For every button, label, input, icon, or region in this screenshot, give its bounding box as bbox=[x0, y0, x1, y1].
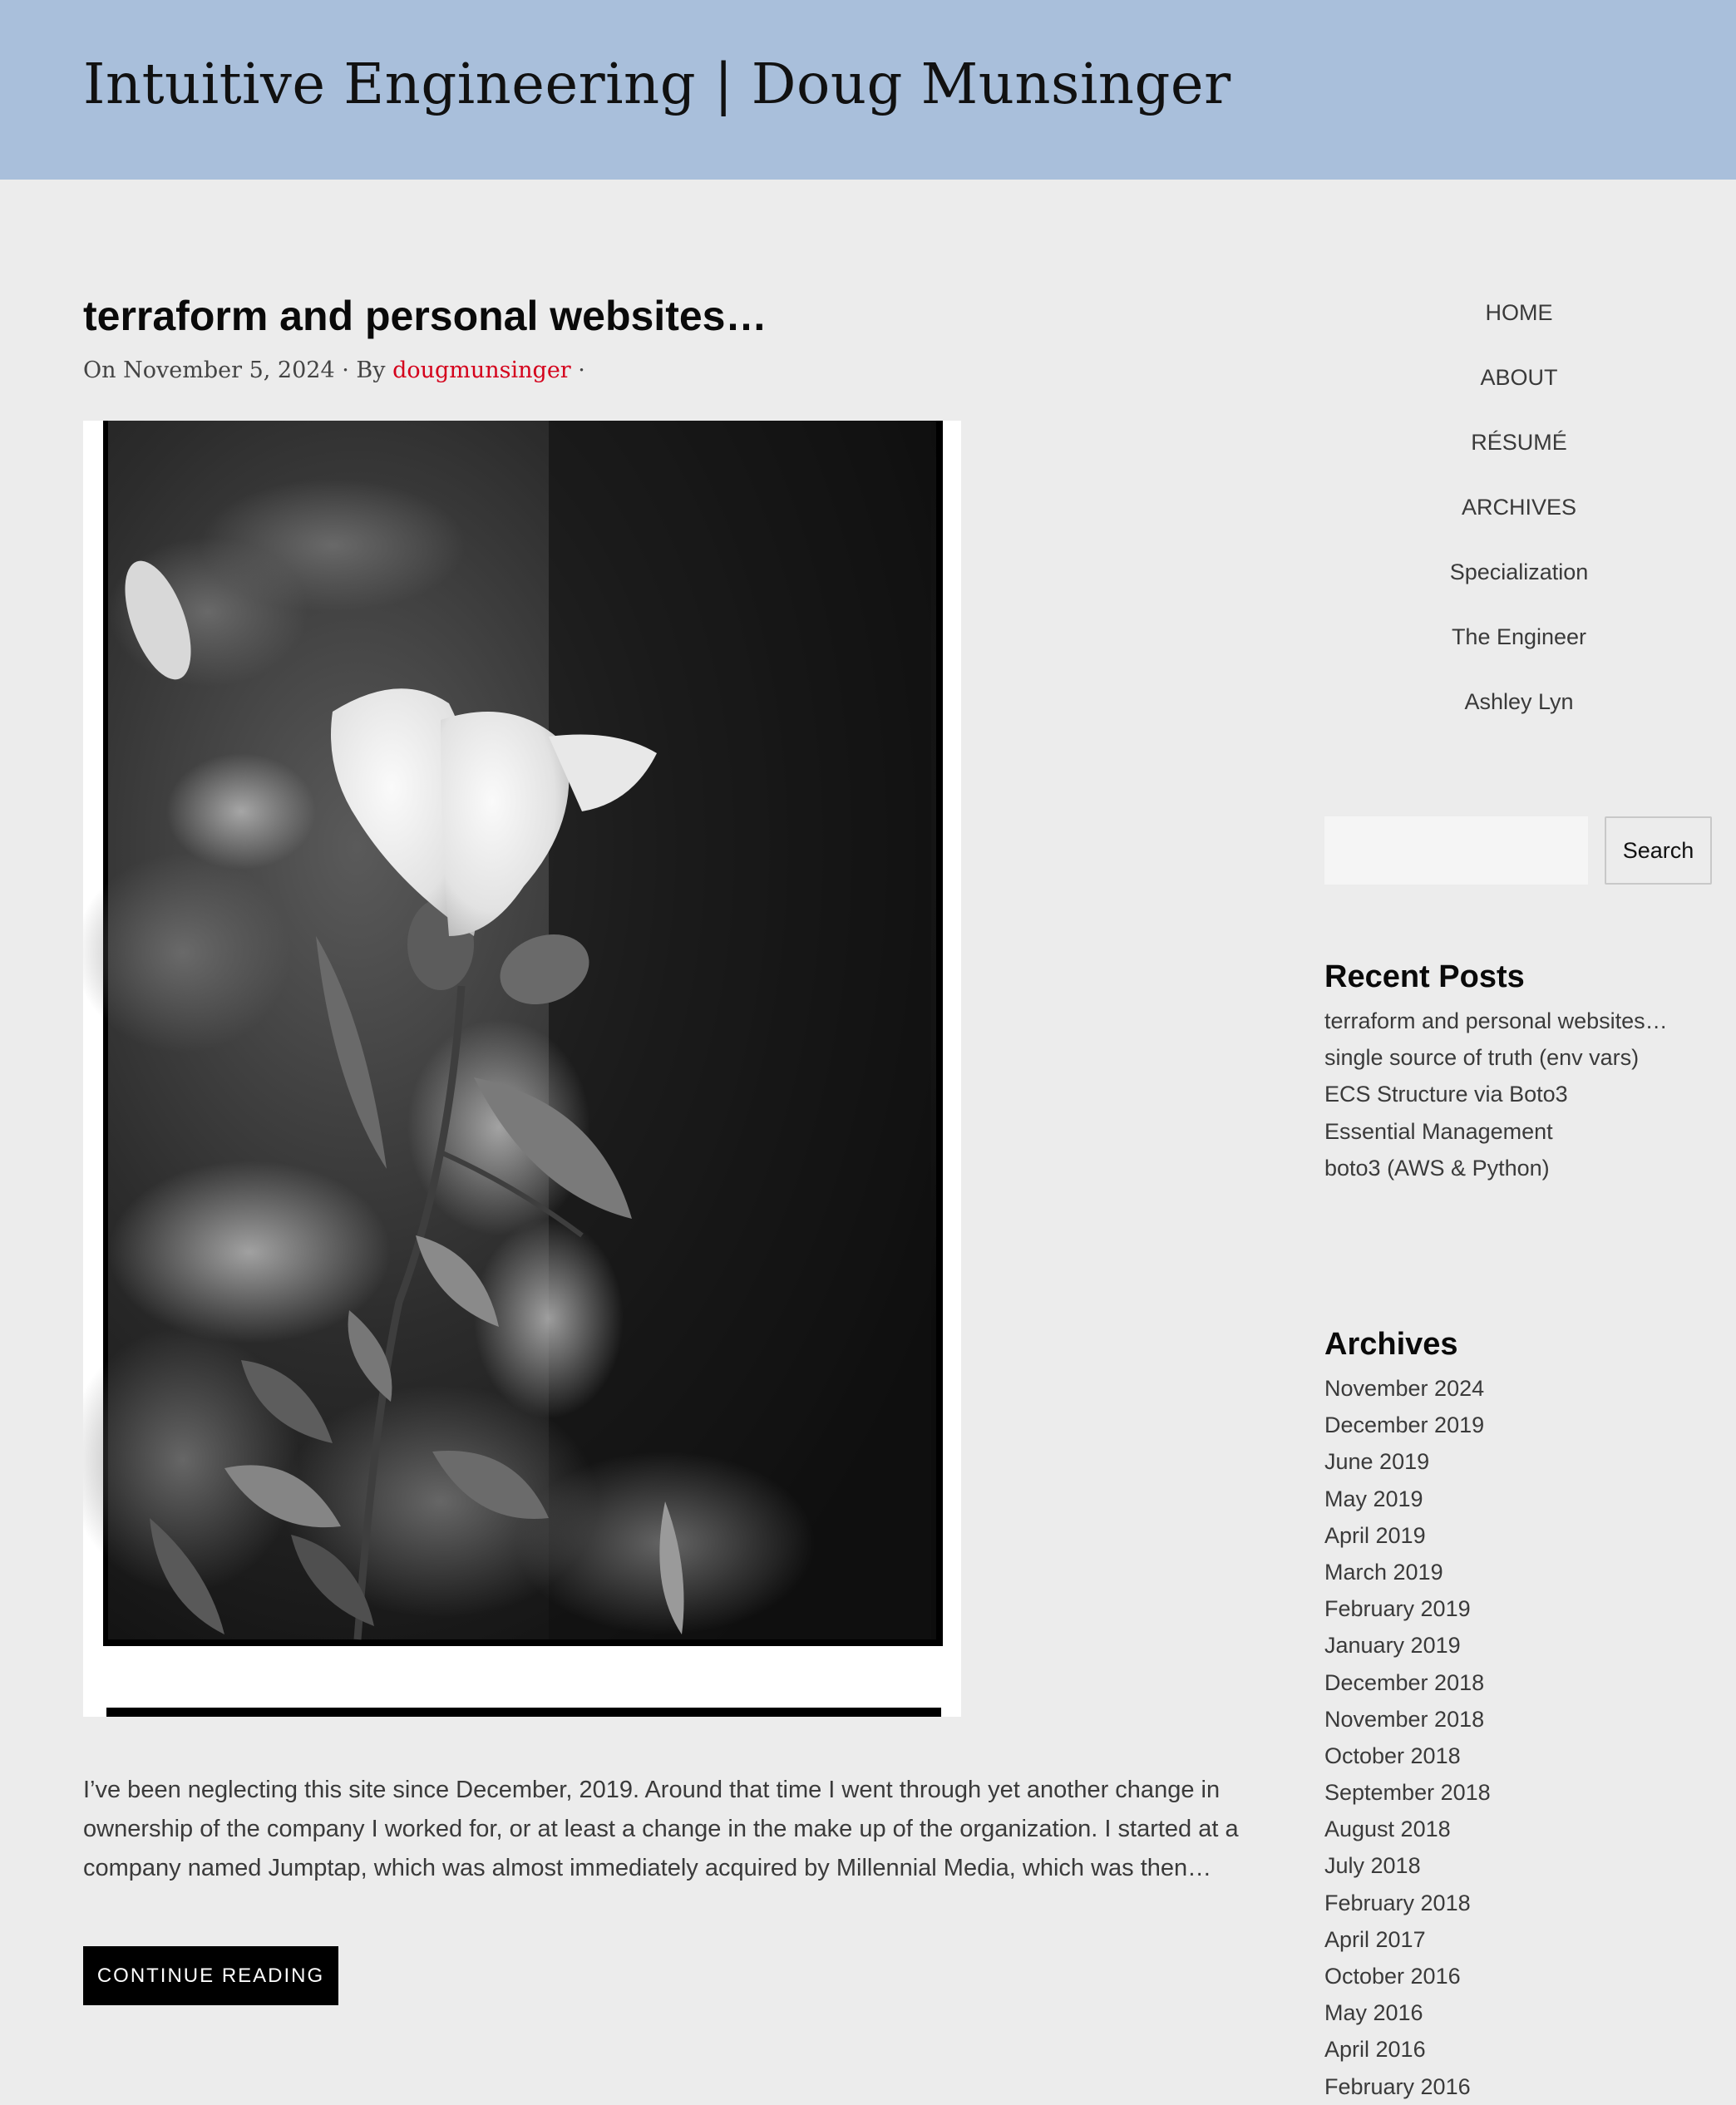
recent-posts-title: Recent Posts bbox=[1324, 959, 1525, 994]
nav-item-resume[interactable]: RÉSUMÉ bbox=[1471, 430, 1567, 455]
archives-list bbox=[1324, 1370, 1491, 2105]
archive-link[interactable]: January 2019 bbox=[1324, 1633, 1461, 1659]
search-input[interactable] bbox=[1324, 816, 1588, 885]
nav-item-home[interactable]: HOME bbox=[1485, 300, 1553, 325]
archive-link[interactable]: October 2018 bbox=[1324, 1743, 1461, 1768]
flower-photo bbox=[83, 421, 961, 1717]
continue-reading-button[interactable]: CONTINUE READING bbox=[83, 1946, 338, 2005]
nav-item-the-engineer[interactable]: The Engineer bbox=[1451, 624, 1587, 649]
archive-link[interactable]: February 2018 bbox=[1324, 1890, 1471, 1915]
post-title[interactable]: terraform and personal websites… bbox=[83, 293, 767, 339]
nav-item-specialization[interactable]: Specialization bbox=[1449, 560, 1589, 584]
site-header bbox=[0, 0, 1736, 180]
post-author-link[interactable]: dougmunsinger bbox=[392, 357, 571, 383]
archive-link[interactable]: April 2016 bbox=[1324, 2037, 1426, 2063]
post-meta bbox=[83, 354, 1230, 387]
recent-post-link[interactable]: Essential Management bbox=[1324, 1118, 1553, 1144]
post-excerpt: I’ve been neglecting this site since December, 2019. Around that time I went through yet another change in ownership of the company I worked for, or at least a change in the make up of the organization. I started at a company named Jumptap, which was almost immediately acquired by Millennial Media, which was then… bbox=[83, 1777, 1239, 1881]
nav-item-ashley-lyn[interactable]: Ashley Lyn bbox=[1464, 689, 1574, 714]
archive-link[interactable]: December 2019 bbox=[1324, 1412, 1485, 1438]
nav-item-archives[interactable]: ARCHIVES bbox=[1461, 495, 1577, 520]
archive-link[interactable]: May 2016 bbox=[1324, 2000, 1423, 2026]
archives-title: Archives bbox=[1324, 1327, 1458, 1362]
archive-link[interactable]: September 2018 bbox=[1324, 1780, 1491, 1806]
archive-link[interactable]: April 2017 bbox=[1324, 1926, 1426, 1952]
archive-link[interactable]: November 2018 bbox=[1324, 1706, 1485, 1732]
recent-post-link[interactable]: ECS Structure via Boto3 bbox=[1324, 1082, 1568, 1107]
meta-separator: · bbox=[570, 357, 585, 383]
archive-link[interactable]: June 2019 bbox=[1324, 1449, 1430, 1475]
recent-post-link[interactable]: single source of truth (env vars) bbox=[1324, 1045, 1640, 1071]
nav-item-about[interactable]: ABOUT bbox=[1480, 365, 1558, 390]
search-button[interactable]: Search bbox=[1605, 816, 1712, 885]
archive-link[interactable]: March 2019 bbox=[1324, 1559, 1443, 1585]
sidebar-nav bbox=[1324, 293, 1714, 747]
archive-link[interactable]: December 2018 bbox=[1324, 1669, 1485, 1695]
recent-post-link[interactable]: boto3 (AWS & Python) bbox=[1324, 1155, 1550, 1181]
featured-image[interactable] bbox=[83, 421, 961, 1717]
post-date: On November 5, 2024 · By bbox=[83, 357, 393, 383]
archive-link[interactable]: April 2019 bbox=[1324, 1522, 1426, 1548]
recent-post-link[interactable]: terraform and personal websites… bbox=[1324, 1008, 1668, 1033]
archive-link[interactable]: February 2019 bbox=[1324, 1596, 1471, 1622]
archive-link[interactable]: October 2016 bbox=[1324, 1964, 1461, 1989]
archive-link[interactable]: May 2019 bbox=[1324, 1486, 1423, 1511]
recent-posts-list bbox=[1324, 1003, 1668, 1186]
archive-link[interactable]: August 2018 bbox=[1324, 1817, 1451, 1842]
main-content bbox=[83, 283, 1230, 387]
site-title[interactable]: Intuitive Engineering | Doug Munsinger bbox=[83, 52, 1231, 116]
archive-link[interactable]: February 2016 bbox=[1324, 2073, 1471, 2099]
archive-link[interactable]: November 2024 bbox=[1324, 1376, 1485, 1401]
archive-link[interactable]: July 2018 bbox=[1324, 1853, 1421, 1879]
